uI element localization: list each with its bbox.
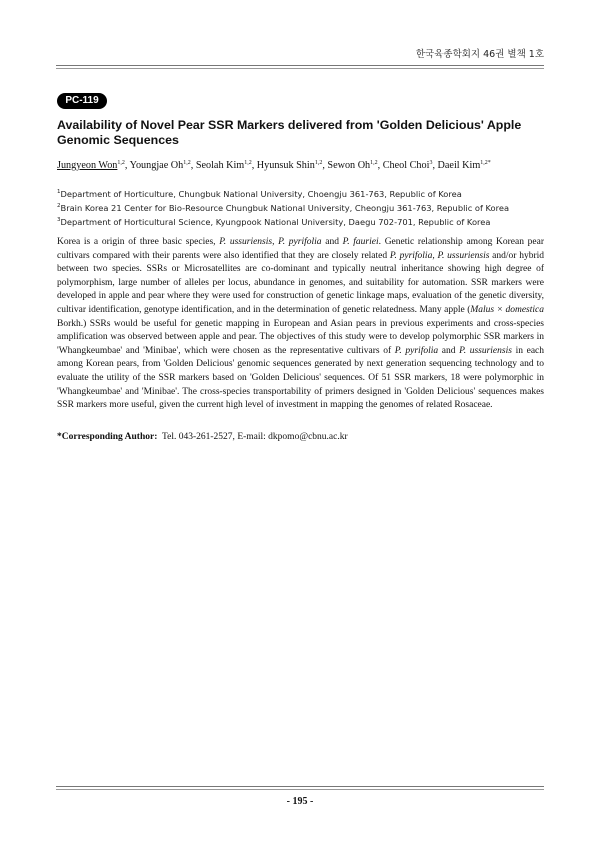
author — [438, 160, 491, 171]
species-name: P. ussuriensis, P. pyrifolia — [219, 237, 322, 247]
affiliation-text: Department of Horticulture, Chungbuk National University, Choengju 361-763, Republic of Korea — [60, 189, 462, 199]
species-name: P. ussuriensis — [459, 345, 512, 356]
page-number: - 195 - — [286, 796, 314, 807]
author-name: Daeil Kim — [437, 160, 481, 171]
author-affiliation: 1,2 — [183, 160, 191, 166]
author-name: Youngjae Oh — [129, 160, 184, 171]
abstract-body — [57, 236, 544, 413]
species-name: P. fauriei — [342, 237, 379, 247]
affiliation-text: Brain Korea 21 Center for Bio-Resource Chungbuk National University, Cheongju 361-763, Republic of Korea — [60, 203, 510, 213]
author — [257, 160, 323, 171]
affiliation — [57, 214, 547, 228]
species-name: P. pyrifolia, P. ussuriensis — [389, 250, 490, 261]
affiliation — [57, 186, 547, 200]
author — [130, 160, 191, 171]
journal-header: 한국육종학회지 46권 별책 1호 — [415, 49, 544, 60]
author — [327, 160, 377, 171]
affiliation — [57, 200, 547, 214]
author-affiliation: 1,2 — [117, 160, 125, 166]
affiliation-number: 2 — [57, 203, 61, 209]
abstract-text: and — [438, 345, 460, 356]
author-affiliation: 1,2 — [370, 160, 378, 166]
abstract-text: and — [321, 237, 343, 247]
species-name: P. pyrifolia — [394, 345, 439, 356]
author-affiliation: 1,2 — [244, 160, 252, 166]
author-name: Seolah Kim — [195, 160, 245, 171]
affiliation-number: 3 — [57, 217, 61, 223]
abstract-text: Borkh.) SSRs would be useful for genetic mapping in European and Asian pears in previous experiments and cross-species amplification was observed between apple and pear. The objectives of this study were to develop polymorphic SSR markers in 'Whangkeumbae' and 'Minibae', which were chosen as the representative cultivars of — [57, 318, 544, 356]
affiliation-list — [57, 186, 547, 228]
abstract-text: Korea is a origin of three basic species, — [57, 237, 220, 247]
author-name: Sewon Oh — [327, 160, 371, 171]
affiliation-number: 1 — [57, 189, 61, 195]
poster-code-badge: PC-119 — [57, 93, 107, 109]
author-affiliation: 1,2 — [314, 160, 323, 166]
paper-title: Availability of Novel Pear SSR Markers delivered from 'Golden Delicious' Apple Genomic Sequences — [57, 118, 522, 147]
abstract-text: . Genetic relationship among Korean pear cultivars compared with their parents were also identified that they are closely related — [57, 237, 545, 261]
top-rule-secondary — [56, 68, 544, 69]
author — [196, 160, 252, 171]
author — [383, 160, 433, 171]
bottom-rule-secondary — [56, 789, 544, 790]
corresponding-label: *Corresponding Author: — [57, 432, 158, 442]
corresponding-email: E-mail: dkpomo@cbnu.ac.kr — [237, 432, 348, 442]
species-name: Malus × domestica — [470, 304, 544, 315]
abstract-text: in each among Korean pears, from 'Golden Delicious' genomic sequences generated by next generation sequencing technology and to evaluate the utility of the SSR markers based on 'Golden Delicious' sequences. Of 51 SSR markers, 18 were polymorphic in 'Whangkeumbae' and 'Minibae'. The cross-species transportability of primers designed in 'Golden Delicious' sequences makes SSR markers more useful, given the current high level of investment in mapping the genomes of related Rosaceae. — [57, 345, 544, 411]
author-name: Jungyeon Won — [57, 160, 118, 171]
affiliation-text: Department of Horticultural Science, Kyungpook National University, Daegu 702-701, Republic of Korea — [60, 217, 491, 227]
corresponding-tel: Tel. 043-261-2527, — [161, 432, 235, 442]
top-rule — [56, 65, 544, 66]
author-list: Jungyeon Won$^{1,2}$, Youngjae Oh$^{1,2}$, Seolah Kim$^{1,2}$, Hyunsuk Shin$^{1,2}$, Sewon Oh$^{1,2}$, Cheol Choi$^3$, Daeil Kim$^{1,2*}$ — [57, 160, 491, 171]
author-name: Cheol Choi — [382, 160, 430, 171]
corresponding-author — [57, 432, 547, 442]
abstract-text: and/or hybrid between two species. SSRs or Microsatellites are co-dominant and typically neutral inheritance showing high degree of polymorphism, large number of alleles per locus, abundance in genomes, and suitability for automation. SSR markers were developed in apple and pear where they were used for construction of genetic linkage maps, evaluation of the genetic diversity, cultivar identification, genotype identification, and in the determination of genetic relatedness. Many apple ( — [57, 250, 544, 315]
bottom-rule — [56, 786, 544, 787]
author-affiliation: 1,2* — [480, 160, 491, 166]
author — [57, 160, 125, 171]
author-affiliation: 3 — [429, 160, 433, 166]
author-name: Hyunsuk Shin — [256, 160, 315, 171]
